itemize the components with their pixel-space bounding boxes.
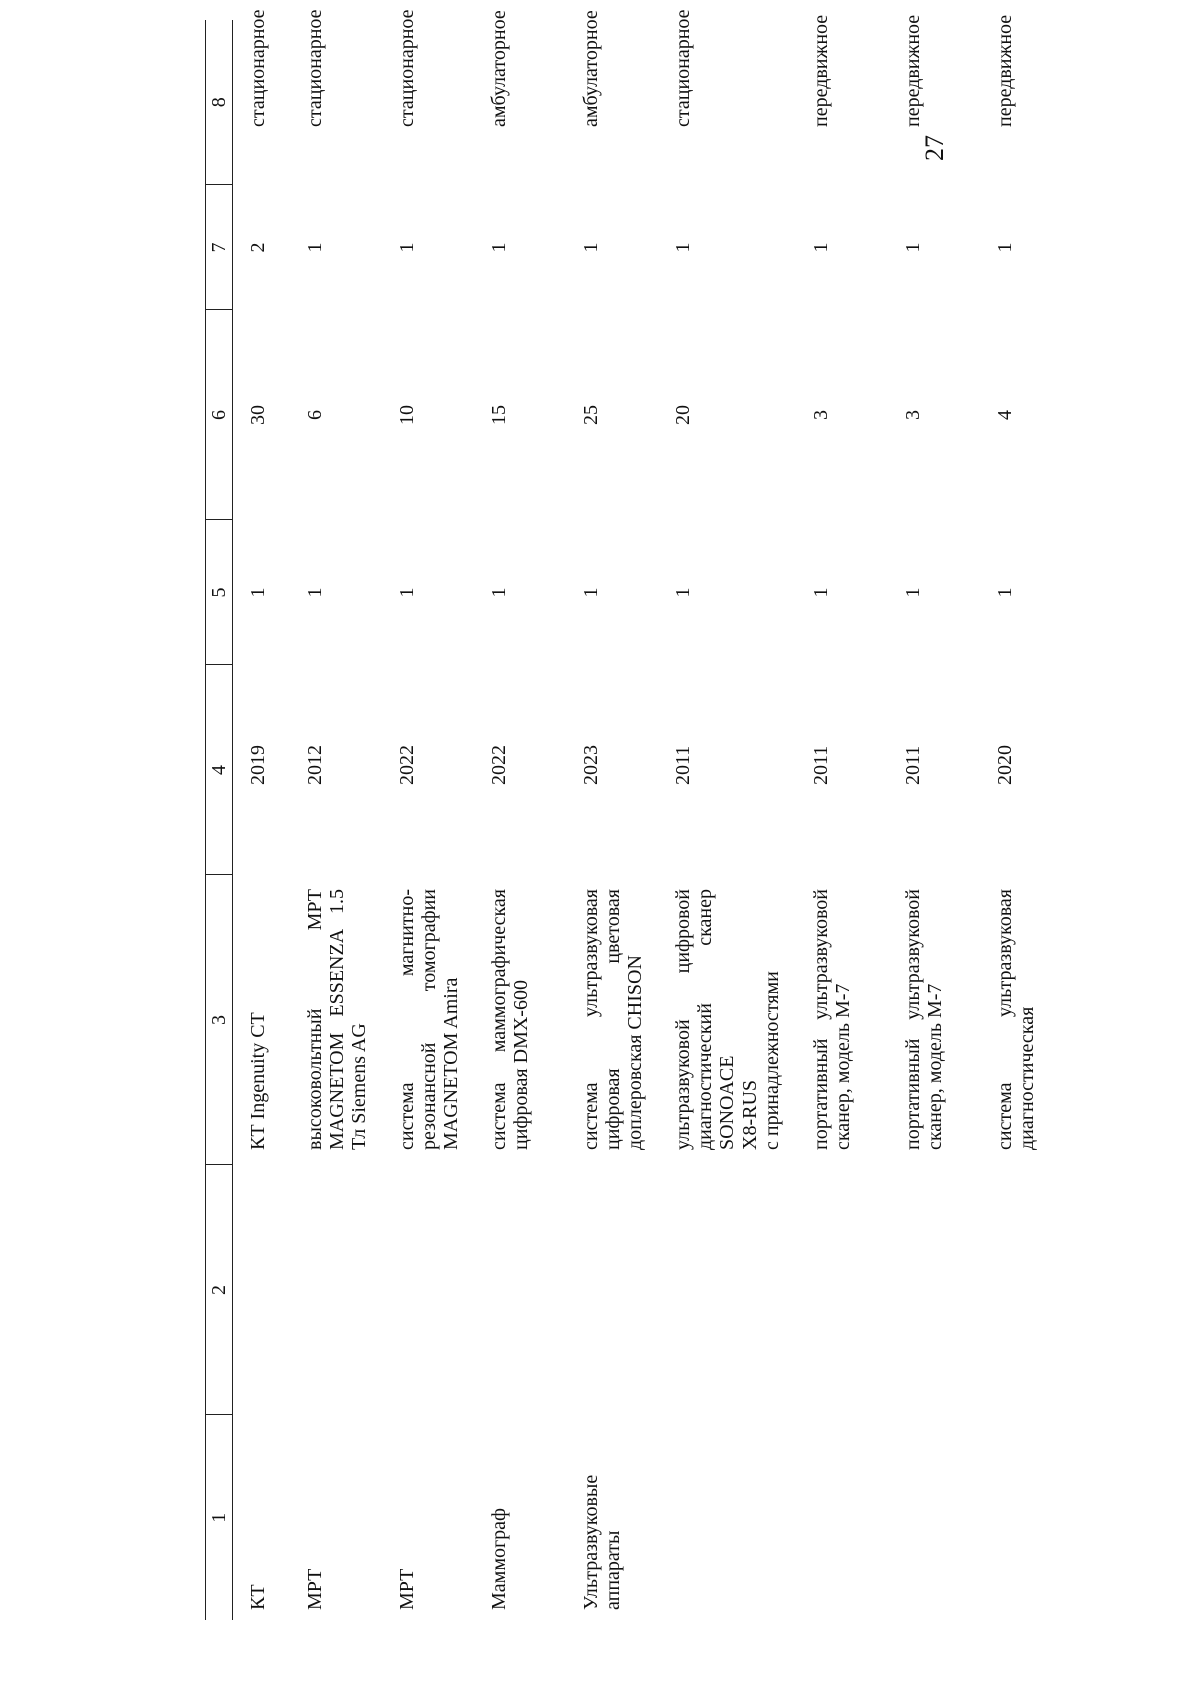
value-cell: 20 <box>671 405 694 425</box>
empty-cell <box>566 1165 658 1415</box>
page-number: 27 <box>920 135 949 161</box>
column-header: 2 <box>206 1165 233 1415</box>
table-header-row <box>206 20 233 1620</box>
usage-cell: стационарное <box>671 9 694 127</box>
quantity-cell: 1 <box>993 587 1016 598</box>
count-cell: 1 <box>671 242 694 253</box>
usage-cell: передвижное <box>901 14 924 127</box>
column-header: 3 <box>206 875 233 1165</box>
count-cell: 1 <box>579 242 602 253</box>
model-cell: портативный ультразвуковой сканер, модель М-7 <box>901 889 946 1150</box>
value-cell: 4 <box>993 410 1016 420</box>
table-row <box>233 20 290 1620</box>
table-row <box>980 20 1050 1620</box>
year-cell: 2019 <box>247 745 269 785</box>
value-cell: 3 <box>901 410 924 420</box>
year-cell: 2011 <box>901 745 924 785</box>
quantity-cell: 1 <box>247 587 269 598</box>
table-row <box>888 20 980 1620</box>
model-cell: КТ Ingenuity CT <box>247 1012 269 1150</box>
usage-cell: стационарное <box>303 9 326 127</box>
usage-cell: передвижное <box>809 14 832 127</box>
model-cell: высоковольтный МРТ MAGNETOM ESSENZA 1.5 Тл Siemens AG <box>303 889 371 1150</box>
count-cell: 1 <box>487 242 510 253</box>
year-cell: 2012 <box>303 745 326 785</box>
year-cell: 2020 <box>993 745 1016 785</box>
column-header: 5 <box>206 520 233 665</box>
empty-cell <box>796 1165 888 1415</box>
equipment-type-cell: МРТ <box>395 1568 418 1610</box>
column-header: 6 <box>206 310 233 520</box>
usage-cell: амбулаторное <box>579 10 602 127</box>
table-row <box>474 20 566 1620</box>
year-cell: 2022 <box>487 745 510 785</box>
model-cell: портативный ультразвуковой сканер, модель М-7 <box>809 889 854 1150</box>
value-cell: 15 <box>487 405 510 425</box>
quantity-cell: 1 <box>303 587 326 598</box>
usage-cell: стационарное <box>395 9 418 127</box>
quantity-cell: 1 <box>671 587 694 598</box>
count-cell: 1 <box>809 242 832 253</box>
year-cell: 2011 <box>809 745 832 785</box>
column-header: 7 <box>206 185 233 310</box>
table-row <box>658 20 796 1620</box>
usage-cell: амбулаторное <box>487 10 510 127</box>
year-cell: 2022 <box>395 745 418 785</box>
year-cell: 2023 <box>579 745 602 785</box>
count-cell: 1 <box>993 242 1016 253</box>
column-header: 4 <box>206 665 233 875</box>
model-cell: система маммографическая цифровая DMX-600 <box>487 889 532 1150</box>
count-cell: 1 <box>901 242 924 253</box>
table-row <box>290 20 382 1620</box>
table-row <box>566 20 658 1620</box>
table-row <box>796 20 888 1620</box>
equipment-type-cell: КТ <box>247 1584 269 1610</box>
empty-cell <box>233 1165 290 1415</box>
model-cell: ультразвуковой цифровой диагностический сканер SONOACE X8-RUS с принадлежностями <box>671 889 784 1150</box>
equipment-type-cell <box>796 1415 888 1620</box>
quantity-cell: 1 <box>901 587 924 598</box>
usage-cell: передвижное <box>993 14 1016 127</box>
quantity-cell: 1 <box>487 587 510 598</box>
count-cell: 1 <box>395 242 418 253</box>
model-cell: система магнитно-резонансной томографии MAGNETOM Amira <box>395 889 463 1150</box>
value-cell: 30 <box>247 405 269 425</box>
usage-cell: стационарное <box>247 9 269 127</box>
count-cell: 1 <box>303 242 326 253</box>
value-cell: 6 <box>303 410 326 420</box>
equipment-type-cell: Маммограф <box>487 1507 510 1610</box>
table-row <box>382 20 474 1620</box>
empty-cell <box>474 1165 566 1415</box>
rotated-page-content <box>205 9 1200 1620</box>
quantity-cell: 1 <box>579 587 602 598</box>
column-header: 8 <box>206 20 233 185</box>
column-header: 1 <box>206 1415 233 1620</box>
empty-cell <box>382 1165 474 1415</box>
value-cell: 25 <box>579 405 602 425</box>
model-cell: система ультразвуковая диагностическая <box>993 889 1038 1150</box>
equipment-type-cell <box>888 1415 980 1620</box>
count-cell: 2 <box>247 242 269 253</box>
empty-cell <box>658 1165 796 1415</box>
value-cell: 3 <box>809 410 832 420</box>
value-cell: 10 <box>395 405 418 425</box>
quantity-cell: 1 <box>809 587 832 598</box>
equipment-table <box>205 9 1050 1620</box>
equipment-type-cell: МРТ <box>303 1568 326 1610</box>
empty-cell <box>888 1165 980 1415</box>
model-cell: система ультразвуковая цифровая цветовая доплеровская CHISON <box>579 889 647 1150</box>
empty-cell <box>980 1165 1050 1415</box>
empty-cell <box>290 1165 382 1415</box>
equipment-type-cell: Ультразвуковые аппараты <box>579 1474 624 1610</box>
quantity-cell: 1 <box>395 587 418 598</box>
equipment-type-cell <box>980 1415 1050 1620</box>
year-cell: 2011 <box>671 745 694 785</box>
equipment-type-cell <box>658 1415 796 1620</box>
